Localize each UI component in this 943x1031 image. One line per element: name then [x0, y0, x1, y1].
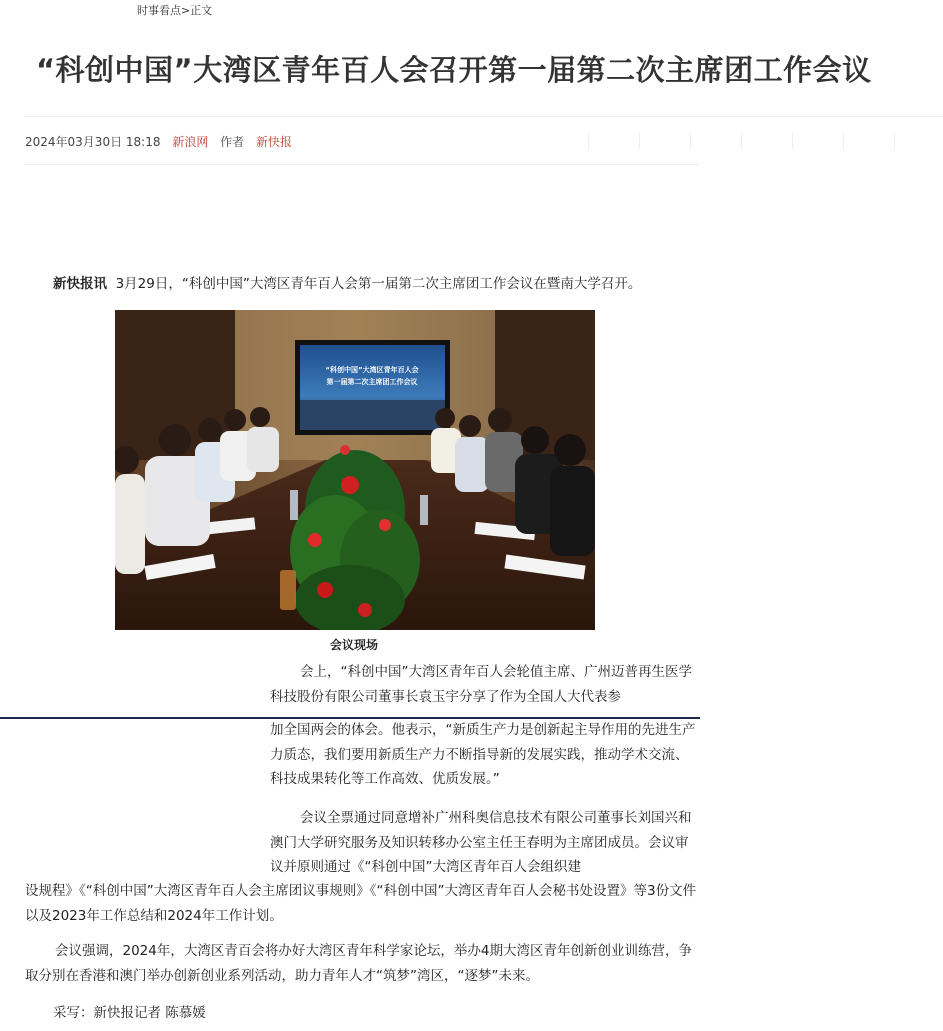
breadcrumb [137, 2, 212, 18]
share-slot[interactable] [588, 133, 639, 149]
share-slot[interactable] [792, 133, 843, 149]
meeting-photo [115, 310, 595, 630]
breadcrumb-current: 正文 [190, 4, 213, 17]
screen-line-2: 第一届第二次主席团工作会议 [326, 378, 418, 386]
byline: 采写：新快报记者 陈慕媛 [53, 1005, 206, 1021]
screen-line-1: “科创中国”大湾区青年百人会 [325, 366, 419, 374]
source-link[interactable]: 新浪网 [172, 135, 209, 149]
body-paragraph-5: 会议强调，2024年，大湾区青百会将办好大湾区青年科学家论坛，举办4期大湾区青年创新创业训练营，争取分别在香港和澳门举办创新创业系列活动，助力青年人才“筑梦”湾区，“逐梦”未来。 [25, 943, 692, 984]
share-slot[interactable] [639, 133, 690, 149]
header-divider [24, 116, 943, 117]
photo-caption: 会议现场 [330, 638, 379, 652]
meeting-photo-illustration [115, 310, 595, 630]
body-paragraph-3: 加全国两会的体会。他表示，“新质生产力是创新起主导作用的先进生产力质态，我们要用新质生产力不断指导新的发展实践，推动学术交流、科技成果转化等工作高效、优质发展。” [270, 722, 696, 787]
article-title: “科创中国”大湾区青年百人会召开第一届第二次主席团工作会议 [36, 53, 872, 87]
author-link[interactable]: 新快报 [256, 135, 293, 149]
meta-divider [24, 164, 699, 165]
lead-tag: 新快报讯 [53, 276, 107, 292]
breadcrumb-separator: > [181, 4, 191, 17]
lead-paragraph [53, 272, 693, 297]
body-paragraph-4-part-2: 设规程》《“科创中国”大湾区青年百人会主席团议事规则》《“科创中国”大湾区青年百人会秘书处设置》等3份文件以及2023年工作总结和2024年工作计划。 [25, 883, 697, 924]
body-paragraph-4-part-1: 会议全票通过同意增补广州科奥信息技术有限公司董事长刘国兴和澳门大学研究服务及知识转移办公室主任王春明为主席团成员。会议审议并原则通过《“科创中国”大湾区青年百人会组织建 [270, 810, 692, 875]
body-paragraph-2: 会上，“科创中国”大湾区青年百人会轮值主席、广州迈普再生医学科技股份有限公司董事长袁玉宇分享了作为全国人大代表参 [270, 664, 692, 705]
share-slot[interactable] [690, 133, 741, 149]
author-label: 作者 [220, 135, 245, 149]
share-slot[interactable] [894, 133, 943, 149]
article-meta [25, 133, 300, 150]
share-slot[interactable] [741, 133, 792, 149]
breadcrumb-section-link[interactable]: 时事看点 [137, 4, 181, 17]
lead-text: 3月29日，“科创中国”大湾区青年百人会第一届第二次主席团工作会议在暨南大学召开。 [115, 276, 642, 292]
publish-date: 2024年03月30日 18:18 [25, 135, 161, 149]
share-bar [588, 133, 943, 149]
share-slot[interactable] [843, 133, 894, 149]
